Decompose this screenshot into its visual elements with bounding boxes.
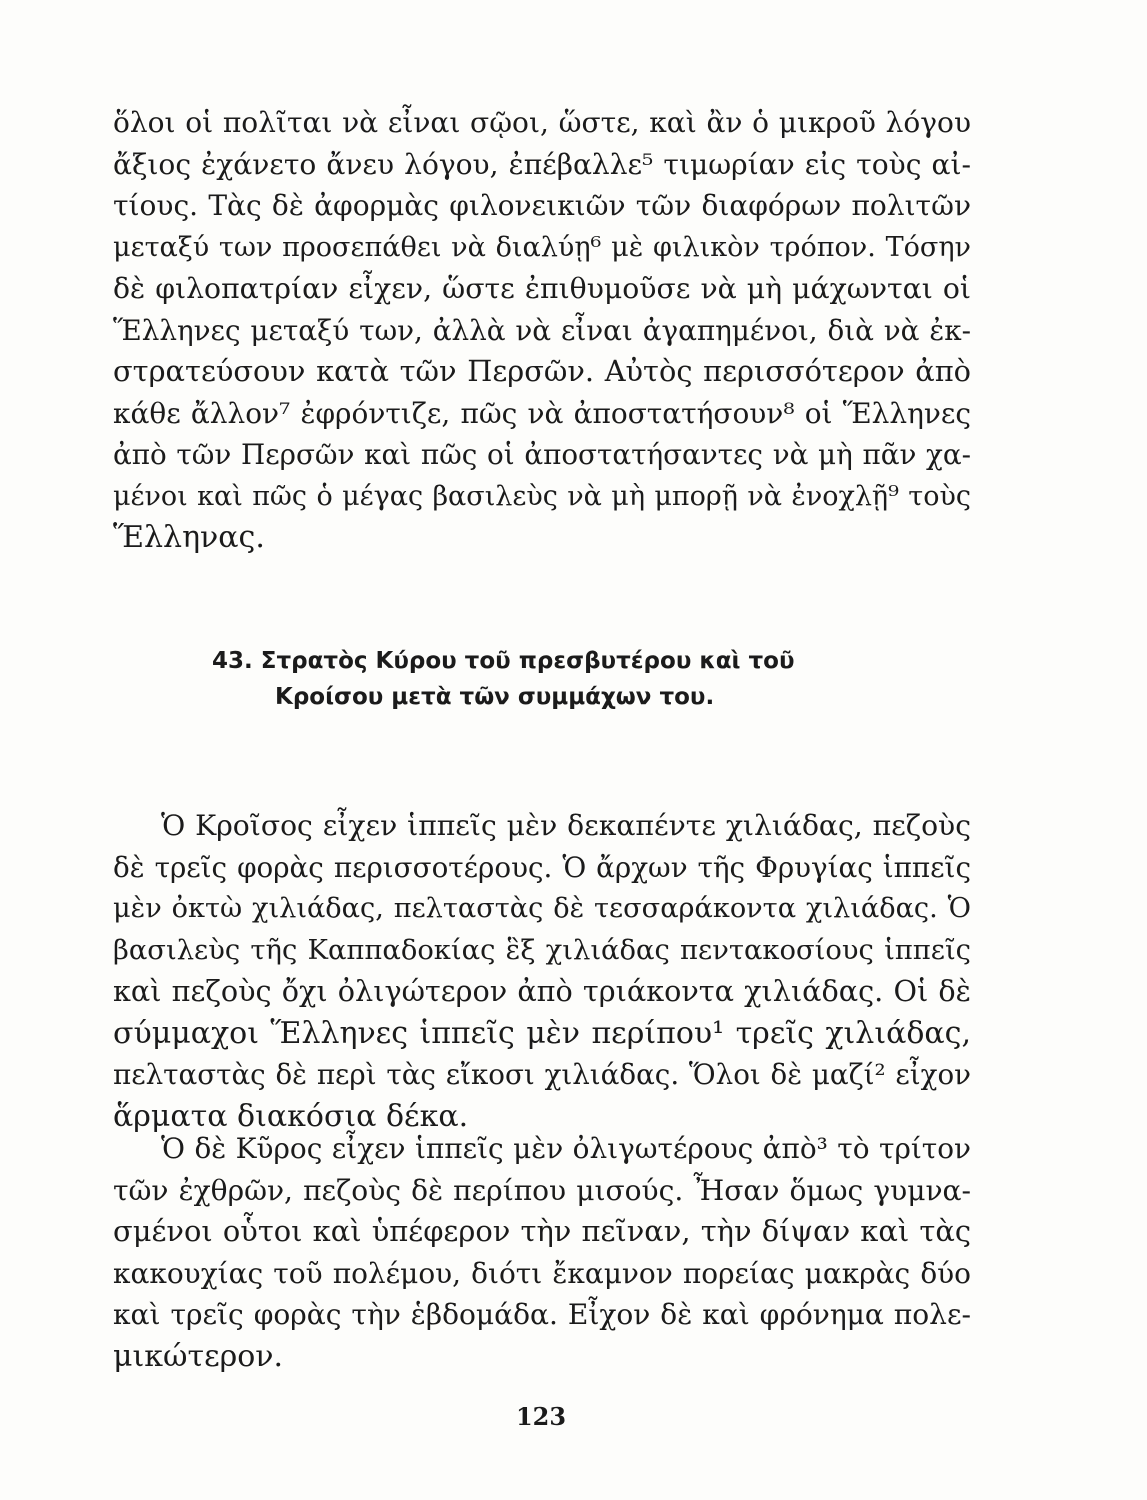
text-line: δὲ τρεῖς φορὰς περισσοτέρους. Ὁ ἄρχων τῆς Φρυγίας ἱππεῖς <box>113 850 971 884</box>
text-line: Ὁ Κροῖσος εἶχεν ἱππεῖς μὲν δεκαπέντε χιλιάδας, πεζοὺς <box>161 809 971 842</box>
heading-line-2: Κροίσου μετὰ τῶν συμμάχων του. <box>275 684 715 710</box>
text-line: καὶ τρεῖς φορὰς τὴν ἑβδομάδα. Εἶχον δὲ καὶ φρόνημα πολε- <box>113 1298 971 1331</box>
text-line: μικώτερον. <box>113 1338 284 1374</box>
text-line: τίους. Τὰς δὲ ἀφορμὰς φιλονεικιῶν τῶν διαφόρων πολιτῶν <box>113 189 971 222</box>
text-line: Ἕλληνας. <box>113 520 265 555</box>
text-line: ὅλοι οἱ πολῖται νὰ εἶναι σῷοι, ὥστε, καὶ ἂν ὁ μικροῦ λόγου <box>113 106 971 139</box>
text-line: δὲ φιλοπατρίαν εἶχεν, ὥστε ἐπιθυμοῦσε νὰ μὴ μάχωνται οἱ <box>113 272 971 305</box>
paragraph-3 <box>113 1128 971 1377</box>
text-line: μένοι καὶ πῶς ὁ μέγας βασιλεὺς νὰ μὴ μπορῇ νὰ ἐνοχλῇ⁹ τοὺς <box>113 480 971 512</box>
text-line: σύμμαχοι Ἕλληνες ἱππεῖς μὲν περίπου¹ τρεῖς χιλιάδας, <box>113 1015 971 1051</box>
text-line: Ἕλληνες μεταξύ των, ἀλλὰ νὰ εἶναι ἀγαπημένοι, διὰ νὰ ἐκ- <box>113 313 971 347</box>
text-line: ἅρματα διακόσια δέκα. <box>113 1098 469 1134</box>
paragraph-2 <box>113 805 971 1137</box>
text-line: βασιλεὺς τῆς Καππαδοκίας ἓξ χιλιάδας πεντακοσίους ἱππεῖς <box>113 934 971 966</box>
text-line: σμένοι οὗτοι καὶ ὑπέφερον τὴν πεῖναν, τὴν δίψαν καὶ τὰς <box>113 1214 971 1248</box>
text-line: κάθε ἄλλον⁷ ἐφρόντιζε, πῶς νὰ ἀποστατήσουν⁸ οἱ Ἕλληνες <box>113 396 971 430</box>
text-line: μεταξύ των προσεπάθει νὰ διαλύῃ⁶ μὲ φιλικὸν τρόπον. Τόσην <box>113 231 971 263</box>
text-line: στρατεύσουν κατὰ τῶν Περσῶν. Αὐτὸς περισσότερον ἀπὸ <box>113 354 971 388</box>
text-line: καὶ πεζοὺς ὄχι ὀλιγώτερον ἀπὸ τριάκοντα χιλιάδας. Οἱ δὲ <box>113 974 971 1008</box>
page-number: 123 <box>515 1402 567 1431</box>
text-line: Ὁ δὲ Κῦρος εἶχεν ἱππεῖς μὲν ὀλιγωτέρους ἀπὸ³ τὸ τρίτον <box>161 1132 971 1165</box>
text-line: τῶν ἐχθρῶν, πεζοὺς δὲ περίπου μισούς. Ἦσαν ὅμως γυμνα- <box>113 1173 971 1207</box>
paragraph-1 <box>113 102 971 559</box>
text-line: πελταστὰς δὲ περὶ τὰς εἴκοσι χιλιάδας. Ὅλοι δὲ μαζί² εἶχον <box>113 1058 971 1091</box>
text-line: μὲν ὀκτὼ χιλιάδας, πελταστὰς δὲ τεσσαράκοντα χιλιάδας. Ὁ <box>113 893 971 924</box>
section-heading <box>212 643 912 715</box>
text-line: κακουχίας τοῦ πολέμου, διότι ἔκαμνον πορείας μακρὰς δύο <box>113 1256 971 1290</box>
heading-line-1: 43. Στρατὸς Κύρου τοῦ πρεσβυτέρου καὶ τοῦ <box>212 648 795 674</box>
text-line: ἀπὸ τῶν Περσῶν καὶ πῶς οἱ ἀποστατήσαντες νὰ μὴ πᾶν χα- <box>113 438 971 471</box>
text-line: ἄξιος ἐχάνετο ἄνευ λόγου, ἐπέβαλλε⁵ τιμωρίαν εἰς τοὺς αἰ- <box>113 147 971 181</box>
